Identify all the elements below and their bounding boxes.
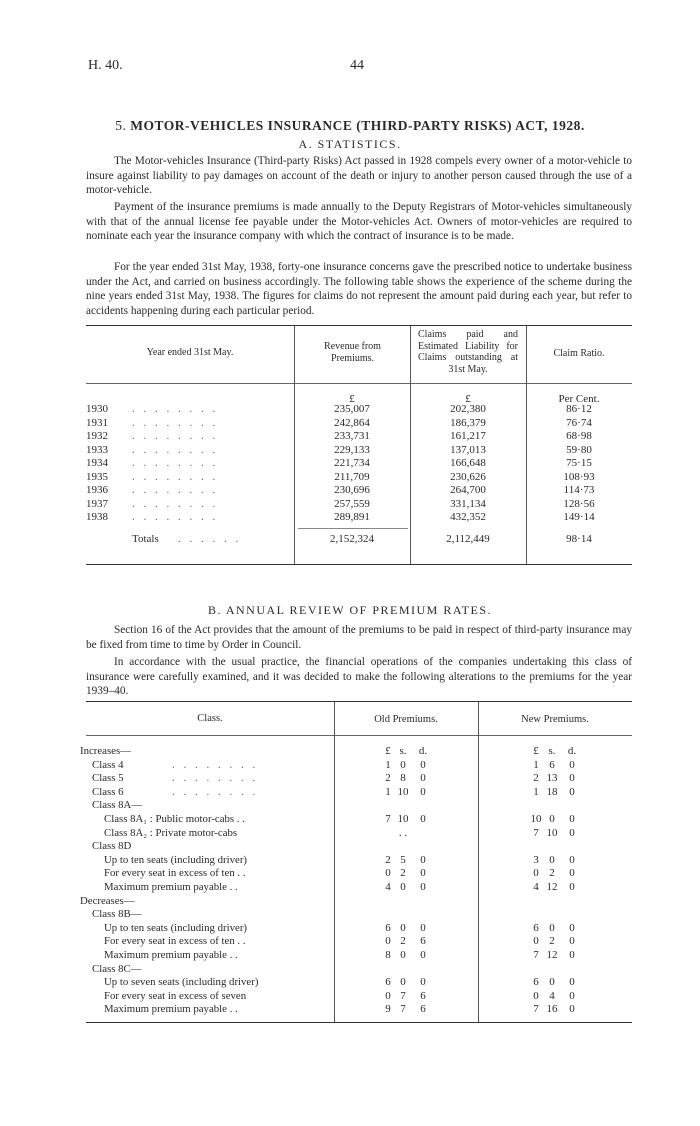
- row-class-label: Class 5: [92, 772, 124, 785]
- header-claims: Claims paid and Estimated Liability for Claims outstanding at 31st May.: [418, 329, 518, 375]
- row-new-pounds: 1: [533, 758, 539, 771]
- part-b-paragraph-2: In accordance with the usual practice, the financial operations of the companies undertaking this class of insurance were carefully examined, and it was decided to make the following alterations to the premiums for the year 1939–40.: [86, 656, 632, 698]
- row-claims: 230,626: [450, 470, 486, 483]
- row-new-shillings: 0: [549, 853, 555, 866]
- row-new-pence: 0: [569, 935, 575, 948]
- row-revenue: 211,709: [334, 470, 370, 483]
- row-new-pounds: 6: [533, 921, 539, 934]
- totals-ratio: 98·14: [566, 533, 592, 545]
- row-old-shillings: 10: [397, 785, 409, 798]
- row-old-pence: 0: [420, 867, 426, 880]
- row-new-pounds: 3: [533, 853, 539, 866]
- row-class-label: For every seat in excess of ten . .: [104, 935, 246, 948]
- row-ratio: 75·15: [566, 457, 592, 469]
- row-new-pence: 0: [569, 853, 575, 866]
- row-claims: 202,380: [450, 403, 486, 415]
- row-new-pounds: 7: [533, 1003, 539, 1016]
- row-class-label: Up to ten seats (including driver): [104, 921, 248, 934]
- section-number: 5.: [115, 118, 127, 133]
- row-new-pounds: 10: [530, 813, 542, 825]
- row-year: 1930: [86, 403, 108, 415]
- row-old-pounds: 0: [385, 867, 391, 880]
- row-old-shillings: 2: [400, 867, 406, 880]
- row-class-label: Decreases—: [80, 894, 135, 907]
- row-old-pence: d.: [418, 745, 428, 757]
- row-revenue: 235,007: [334, 403, 370, 415]
- row-class-label: Class 8A—: [92, 799, 143, 812]
- row-old-pounds: 6: [385, 921, 391, 934]
- row-new-shillings: 18: [546, 785, 558, 798]
- row-claims: 186,379: [450, 416, 486, 429]
- row-new-pounds: £: [533, 745, 539, 757]
- row-revenue: 257,559: [334, 497, 370, 510]
- totals-dots: . . . . . .: [178, 533, 242, 545]
- part-b-heading: B. ANNUAL REVIEW OF PREMIUM RATES.: [207, 603, 492, 617]
- row-new-pounds: 7: [533, 826, 539, 839]
- row-year: 1933: [86, 443, 108, 456]
- row-old-pounds: 0: [385, 935, 391, 948]
- row-new-shillings: 2: [549, 935, 555, 948]
- row-class-label: Class 6: [92, 785, 124, 798]
- row-claims: 331,134: [450, 497, 486, 510]
- row-class-label: Maximum premium payable . .: [104, 949, 238, 961]
- row-old-pence: 6: [420, 1003, 426, 1016]
- row-old-shillings: 10: [397, 813, 409, 825]
- totals-revenue: 2,152,324: [330, 533, 374, 545]
- row-leader-dots: . . . . . . . .: [172, 785, 259, 798]
- header-new-premiums: New Premiums.: [521, 714, 589, 725]
- row-new-pence: 0: [569, 867, 575, 880]
- row-class-label: For every seat in excess of seven: [104, 989, 247, 1002]
- row-old-pounds: 4: [385, 881, 391, 893]
- row-ratio: 68·98: [566, 430, 592, 442]
- row-new-pounds: 0: [533, 867, 539, 880]
- row-ratio: 76·74: [566, 416, 592, 429]
- row-class-label: Class 8B—: [92, 908, 142, 921]
- row-old-shillings: 5: [400, 853, 406, 866]
- row-class-label: Class 8C—: [92, 962, 142, 975]
- row-old-shillings: 7: [400, 989, 406, 1002]
- row-old-shillings: . .: [398, 826, 408, 839]
- row-new-pence: 0: [569, 881, 575, 893]
- row-leader-dots: . . . . . . . .: [172, 772, 259, 785]
- row-new-shillings: 0: [549, 976, 555, 989]
- row-class-label: Maximum premium payable . .: [104, 1003, 238, 1016]
- row-new-shillings: 0: [549, 813, 555, 825]
- row-old-pounds: 2: [385, 772, 391, 785]
- row-new-shillings: 0: [549, 921, 555, 934]
- row-class-label: Maximum premium payable . .: [104, 881, 238, 893]
- unit-ratio: Per Cent.: [558, 393, 600, 405]
- header-year: Year ended 31st May.: [146, 347, 234, 358]
- row-old-pounds: 0: [385, 989, 391, 1002]
- row-year: 1932: [86, 430, 108, 442]
- row-old-pounds: 8: [385, 949, 391, 961]
- row-leader-dots: . . . . . . . .: [132, 416, 219, 429]
- row-old-shillings: 2: [400, 935, 406, 948]
- row-old-shillings: 0: [400, 881, 406, 893]
- row-new-pence: 0: [569, 949, 575, 961]
- row-new-pounds: 1: [533, 785, 539, 798]
- row-leader-dots: . . . . . . . .: [132, 403, 219, 415]
- unit-revenue: £: [349, 393, 355, 405]
- header-revenue: Revenue from Premiums.: [324, 341, 381, 364]
- row-old-pounds: 1: [385, 758, 391, 771]
- part-a-paragraph-2: Payment of the insurance premiums is made annually to the Deputy Registrars of Motor-vehicles simultaneously with that of the annual license fee payable under the Motor-vehicles Act. Owners of motor-vehicles are required to nominate each year the insurance company with which the contract of insurance is to be made.: [86, 201, 632, 243]
- row-claims: 137,013: [450, 443, 486, 456]
- row-new-shillings: 12: [546, 949, 558, 961]
- row-new-pounds: 6: [533, 976, 539, 989]
- row-year: 1936: [86, 484, 108, 496]
- row-new-pounds: 4: [533, 881, 539, 893]
- part-a-heading: A. STATISTICS.: [298, 137, 402, 151]
- section-title-text: MOTOR-VEHICLES INSURANCE (THIRD-PARTY RISKS) ACT, 1928.: [130, 118, 585, 133]
- row-new-shillings: 13: [546, 772, 558, 785]
- row-old-shillings: 0: [400, 949, 406, 961]
- row-new-pence: 0: [569, 1003, 575, 1016]
- header-class: Class.: [197, 713, 223, 724]
- section-title: [0, 118, 700, 134]
- totals-label: Totals: [132, 533, 159, 545]
- row-old-pence: 0: [420, 758, 426, 771]
- row-class-label: Class 8A₂ : Private motor-cabs: [104, 826, 238, 839]
- row-leader-dots: . . . . . . . .: [172, 758, 259, 771]
- row-ratio: 149·14: [563, 511, 595, 523]
- row-new-shillings: s.: [548, 745, 556, 757]
- row-new-pounds: 7: [533, 949, 539, 961]
- part-a-paragraph-1: The Motor-vehicles Insurance (Third-party Risks) Act passed in 1928 compels every owner of a motor-vehicle to insure against liability to pay damages on account of the death or injury to another person caused through the use of a motor-vehicle.: [86, 155, 632, 197]
- row-ratio: 108·93: [563, 470, 595, 483]
- row-new-pence: 0: [569, 826, 575, 839]
- row-claims: 264,700: [450, 484, 486, 496]
- row-year: 1937: [86, 497, 108, 510]
- row-old-shillings: s.: [399, 745, 407, 757]
- part-a-paragraph-3: For the year ended 31st May, 1938, forty-one insurance concerns gave the prescribed notice to undertake business under the Act, and carried on business accordingly. The following table shows the experience of the scheme during the nine years ended 31st May, 1938. The figures for claims do not represent the amount paid during each year, but refer to accidents happening during each particular period.: [86, 261, 632, 317]
- row-revenue: 233,731: [334, 430, 370, 442]
- row-new-pence: 0: [569, 785, 575, 798]
- row-old-pence: 0: [420, 976, 426, 989]
- row-old-pounds: 9: [385, 1003, 391, 1016]
- row-old-pence: 0: [420, 772, 426, 785]
- row-new-shillings: 10: [546, 826, 558, 839]
- part-b-paragraph-1: Section 16 of the Act provides that the amount of the premiums to be paid in respect of third-party insurance may be fixed from time to time by Order in Council.: [86, 624, 632, 651]
- row-old-pence: 0: [420, 921, 426, 934]
- row-new-pence: 0: [569, 772, 575, 785]
- row-year: 1934: [86, 457, 108, 469]
- row-old-pence: 0: [420, 949, 426, 961]
- row-year: 1938: [86, 511, 108, 523]
- row-class-label: Increases—: [80, 745, 131, 757]
- row-class-label: For every seat in excess of ten . .: [104, 867, 246, 880]
- row-class-label: Up to ten seats (including driver): [104, 853, 248, 866]
- row-leader-dots: . . . . . . . .: [132, 470, 219, 483]
- row-class-label: Class 4: [92, 758, 124, 771]
- row-revenue: 242,864: [334, 416, 370, 429]
- row-new-pence: 0: [569, 921, 575, 934]
- row-revenue: 230,696: [334, 484, 370, 496]
- row-leader-dots: . . . . . . . .: [132, 430, 219, 442]
- page-number: 44: [350, 58, 364, 73]
- row-new-shillings: 6: [549, 758, 555, 771]
- header-ratio: Claim Ratio.: [553, 348, 605, 359]
- row-old-pounds: 6: [385, 976, 391, 989]
- row-old-pounds: £: [385, 745, 391, 757]
- row-old-pence: 6: [420, 935, 426, 948]
- row-new-pounds: 2: [533, 772, 539, 785]
- row-claims: 161,217: [450, 430, 486, 442]
- row-old-shillings: 8: [400, 772, 406, 785]
- row-new-pence: 0: [569, 976, 575, 989]
- row-ratio: 114·73: [563, 484, 595, 496]
- row-revenue: 229,133: [334, 443, 370, 456]
- row-ratio: 59·80: [566, 443, 592, 456]
- row-class-label: Class 8A₁ : Public motor-cabs . .: [104, 813, 245, 825]
- row-old-pence: 0: [420, 785, 426, 798]
- row-new-shillings: 4: [549, 989, 555, 1002]
- row-new-shillings: 12: [546, 881, 558, 893]
- row-old-shillings: 0: [400, 758, 406, 771]
- row-new-pounds: 0: [533, 935, 539, 948]
- row-leader-dots: . . . . . . . .: [132, 511, 219, 523]
- totals-claims: 2,112,449: [446, 533, 490, 545]
- unit-claims: £: [465, 393, 471, 405]
- row-old-pounds: 7: [385, 813, 391, 825]
- row-new-shillings: 2: [549, 867, 555, 880]
- row-new-pence: 0: [569, 758, 575, 771]
- row-leader-dots: . . . . . . . .: [132, 443, 219, 456]
- row-claims: 166,648: [450, 457, 486, 469]
- row-year: 1935: [86, 470, 108, 483]
- row-new-shillings: 16: [546, 1003, 558, 1016]
- row-old-shillings: 7: [400, 1003, 406, 1016]
- row-leader-dots: . . . . . . . .: [132, 484, 219, 496]
- row-leader-dots: . . . . . . . .: [132, 457, 219, 469]
- row-old-pence: 6: [420, 989, 426, 1002]
- row-claims: 432,352: [450, 511, 486, 523]
- row-old-shillings: 0: [400, 921, 406, 934]
- row-new-pounds: 0: [533, 989, 539, 1002]
- row-old-pence: 0: [420, 813, 426, 825]
- row-year: 1931: [86, 416, 108, 429]
- row-class-label: Class 8D: [92, 840, 132, 853]
- row-old-pounds: 2: [385, 853, 391, 866]
- row-new-pence: 0: [569, 813, 575, 825]
- row-old-shillings: 0: [400, 976, 406, 989]
- row-new-pence: d.: [567, 745, 577, 757]
- page-ref: H. 40.: [88, 58, 123, 73]
- row-old-pounds: 1: [385, 785, 391, 798]
- row-leader-dots: . . . . . . . .: [132, 497, 219, 510]
- row-ratio: 128·56: [563, 497, 595, 510]
- row-old-pence: 0: [420, 853, 426, 866]
- row-class-label: Up to seven seats (including driver): [104, 976, 259, 989]
- row-ratio: 86·12: [566, 403, 592, 415]
- row-old-pence: 0: [420, 881, 426, 893]
- row-revenue: 221,734: [334, 457, 370, 469]
- row-revenue: 289,891: [334, 511, 370, 523]
- row-new-pence: 0: [569, 989, 575, 1002]
- header-old-premiums: Old Premiums.: [374, 714, 438, 725]
